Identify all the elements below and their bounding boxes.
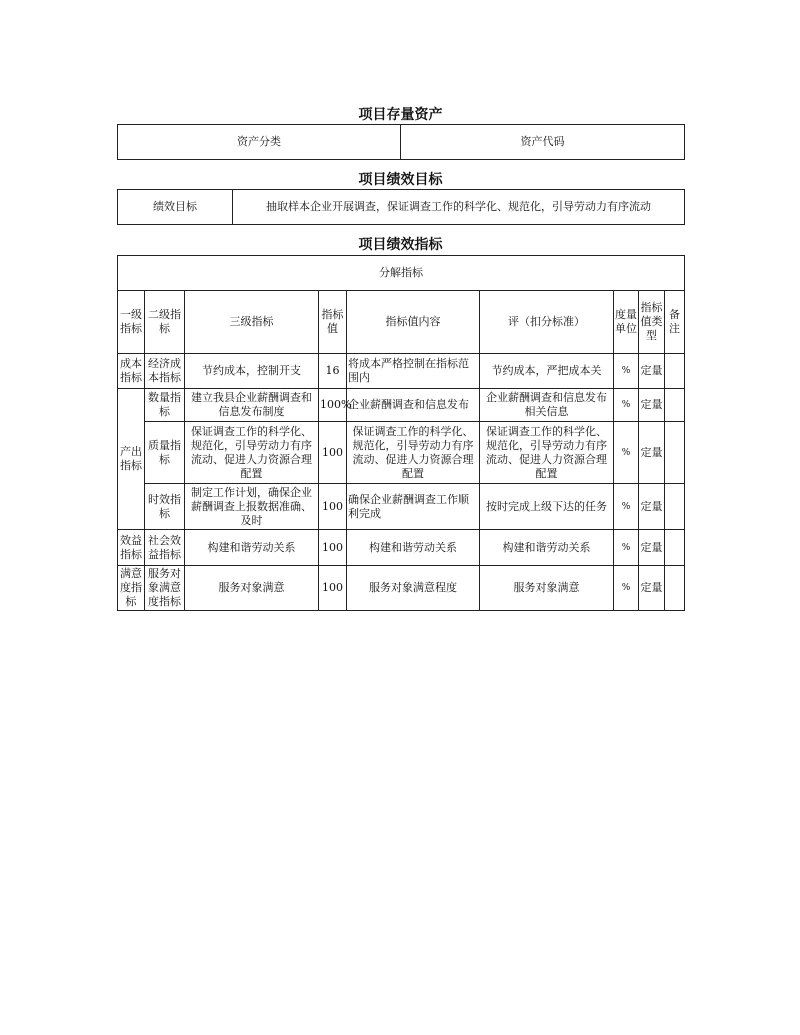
cell-value: 100 (319, 530, 347, 566)
header-value: 指标值 (319, 291, 347, 354)
cell-remark (665, 484, 685, 530)
cell-unit: % (614, 389, 639, 422)
cell-unit: % (614, 422, 639, 484)
group-benefit: 效益指标 (118, 530, 145, 566)
cell-value: 100 (319, 484, 347, 530)
table-row (118, 354, 685, 389)
cell-type: 定量 (639, 354, 665, 389)
group-cost: 成本指标 (118, 354, 145, 389)
group-output: 产出指标 (118, 389, 145, 530)
cell-level2: 时效指标 (145, 484, 185, 530)
cell-evaluation: 服务对象满意 (480, 566, 614, 611)
goal-table (117, 189, 685, 225)
header-unit: 度量单位 (614, 291, 639, 354)
cell-evaluation: 节约成本，严把成本关 (480, 354, 614, 389)
cell-type: 定量 (639, 566, 665, 611)
cell-remark (665, 354, 685, 389)
cell-level3: 节约成本，控制开支 (185, 354, 319, 389)
cell-level2: 服务对象满意度指标 (145, 566, 185, 611)
asset-category-header: 资产分类 (118, 125, 401, 160)
cell-type: 定量 (639, 530, 665, 566)
cell-level3: 制定工作计划，确保企业薪酬调查上报数据准确、及时 (185, 484, 319, 530)
cell-unit: % (614, 530, 639, 566)
breakdown-label: 分解指标 (118, 256, 685, 291)
cell-level3: 构建和谐劳动关系 (185, 530, 319, 566)
asset-section-title: 项目存量资产 (358, 107, 443, 123)
cell-type: 定量 (639, 422, 665, 484)
table-row (118, 389, 685, 422)
cell-level2: 经济成本指标 (145, 354, 185, 389)
cell-level3: 建立我县企业薪酬调查和信息发布制度 (185, 389, 319, 422)
indicator-section-title: 项目绩效指标 (358, 237, 443, 253)
cell-evaluation: 按时完成上级下达的任务 (480, 484, 614, 530)
cell-remark (665, 422, 685, 484)
cell-level3: 保证调查工作的科学化、规范化，引导劳动力有序流动、促进人力资源合理配置 (185, 422, 319, 484)
cell-evaluation: 构建和谐劳动关系 (480, 530, 614, 566)
cell-content: 企业薪酬调查和信息发布 (347, 389, 480, 422)
header-level2: 二级指标 (145, 291, 185, 354)
cell-level2: 质量指标 (145, 422, 185, 484)
cell-content: 确保企业薪酬调查工作顺利完成 (347, 484, 480, 530)
goal-label: 绩效目标 (118, 190, 233, 225)
cell-unit: % (614, 484, 639, 530)
cell-value: 100 (319, 422, 347, 484)
cell-content: 构建和谐劳动关系 (347, 530, 480, 566)
cell-evaluation: 保证调查工作的科学化、规范化，引导劳动力有序流动、促进人力资源合理配置 (480, 422, 614, 484)
cell-remark (665, 566, 685, 611)
indicator-table (117, 255, 685, 611)
cell-content: 保证调查工作的科学化、规范化，引导劳动力有序流动、促进人力资源合理配置 (347, 422, 480, 484)
cell-remark (665, 389, 685, 422)
header-value-type: 指标值类型 (639, 291, 665, 354)
cell-level2: 数量指标 (145, 389, 185, 422)
header-content: 指标值内容 (347, 291, 480, 354)
cell-remark (665, 530, 685, 566)
header-level3: 三级指标 (185, 291, 319, 354)
cell-content: 服务对象满意程度 (347, 566, 480, 611)
header-level1: 一级指标 (118, 291, 145, 354)
group-satisfaction: 满意度指标 (118, 566, 145, 611)
cell-type: 定量 (639, 389, 665, 422)
table-row (118, 484, 685, 530)
cell-level3: 服务对象满意 (185, 566, 319, 611)
asset-code-header: 资产代码 (401, 125, 685, 160)
cell-evaluation: 企业薪酬调查和信息发布相关信息 (480, 389, 614, 422)
table-row (118, 566, 685, 611)
goal-section-title: 项目绩效目标 (358, 172, 443, 188)
goal-value: 抽取样本企业开展调查，保证调查工作的科学化、规范化，引导劳动力有序流动 (233, 190, 685, 225)
cell-value: 100% (319, 389, 347, 422)
cell-level2: 社会效益指标 (145, 530, 185, 566)
cell-unit: % (614, 354, 639, 389)
header-remark: 备注 (665, 291, 685, 354)
cell-content: 将成本严格控制在指标范围内 (347, 354, 480, 389)
cell-unit: % (614, 566, 639, 611)
asset-table (117, 124, 685, 160)
table-row (118, 422, 685, 484)
header-evaluation: 评（扣分标准） (480, 291, 614, 354)
cell-type: 定量 (639, 484, 665, 530)
table-row (118, 530, 685, 566)
cell-value: 16 (319, 354, 347, 389)
cell-value: 100 (319, 566, 347, 611)
